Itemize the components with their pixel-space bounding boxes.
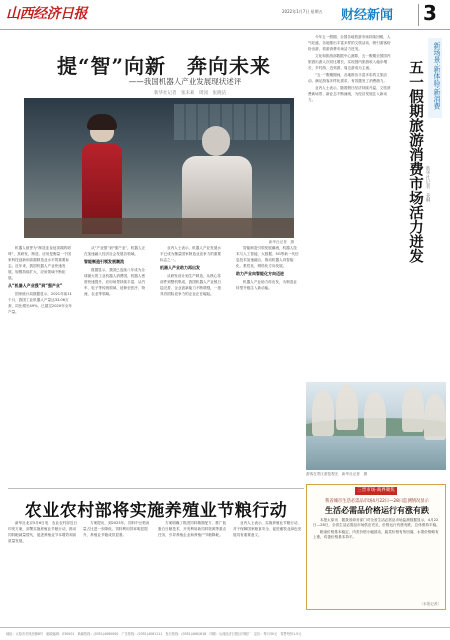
text-column (8, 520, 78, 624)
paragraph: 国家统计局数据显示，2021年前11个月，我国工业机器人产量达33.06万套，同比增长49%，已超过2020年全年产量。 (8, 292, 72, 314)
section-subtitle: 从“机器人产业强”到“强产业” (8, 283, 63, 288)
issue-date: 2022年1月7日 星期五 (282, 9, 323, 14)
paragraph: 业内人士表示，实施养殖业节粮行动，对于保障国家粮食安全、促进畜牧业绿色发展具有重要意义。 (233, 521, 302, 537)
paragraph: 业内人士表示，随着假日经济持续升温，文旅消费新场景、新业态不断涌现，为经济发展注入新动力。 (308, 86, 391, 102)
section-subtitle: 助力产业向智能化方向迈进 (236, 271, 284, 276)
market-section-label: 三晋市场·商界聚焦 (355, 487, 397, 495)
paragraph: 方案提出，到2025年，饲料中豆粕用量占比进一步降低，饲料利用效率明显提升，养殖业节粮成效显著。 (83, 521, 150, 537)
paragraph: 粮油价格基本稳定，肉类价格小幅波动，蔬菜价格有所回落，水果价格略有上涨，鸡蛋价格基本持平。 (313, 529, 439, 540)
paragraph: 从“产业强”到“强产业”，机器人正在加速融入经济社会发展各领域。 (84, 246, 146, 256)
newspaper-logo: 山西经济日报 (6, 6, 87, 22)
bottom-headline: 农业农村部将实施养殖业节粮行动 (24, 501, 288, 521)
lake-photo (306, 382, 446, 470)
text-column (160, 245, 224, 477)
tourism-headline: 五一假期旅游消费市场活力迸发 (407, 60, 424, 263)
page-number: 3 (423, 1, 437, 25)
text-column (233, 520, 303, 624)
tourism-kicker: 新场景·新体验·新消费 (433, 42, 441, 110)
top-story-body (8, 245, 308, 477)
section-name: 财经新闻 (341, 8, 394, 23)
tourism-byline: 新华社记者 姜琳 (425, 166, 430, 202)
top-subheadline: ——我国机器人产业发展现状述评 (128, 77, 242, 86)
tourism-story-body (308, 34, 392, 370)
text-column (236, 245, 300, 477)
paragraph: 智能制造引领发展潮流，机器人技术与人工智能、大数据、5G等新一代信息技术加速融合，推动机器人向智能化、柔性化、网络化方向发展。 (236, 246, 299, 268)
top-byline: 新华社记者 张未莉 周园 张晓洁 (154, 91, 226, 96)
market-headline: 生活必需品价格运行有涨有跌 (325, 506, 429, 515)
section-divider (8, 488, 304, 489)
masthead (0, 0, 450, 30)
paragraph: 新华社北京5月6日电 农业农村部近日印发方案，部署实施养殖业节粮行动，推动饲料粮减量替代，促进养殖业节本增效和高质量发展。 (8, 521, 78, 543)
paragraph: 今年五一假期，全国各地旅游市场持续回暖，人气旺盛，各地推出丰富多样的文旅活动，吸引游客纷纷出游，旅游消费市场活力迸发。 (308, 35, 391, 51)
lake-photo-caption: 游客在景区游览观光 新华社记者 摄 (306, 472, 368, 476)
market-intro: 我省城市生活必需品市场4月22日—28日监测情况显示 (325, 499, 429, 504)
photo-table (24, 218, 294, 238)
market-body (313, 518, 441, 608)
paragraph: 数据显示，我国已连续八年成为全球最大的工业机器人消费国，机器人密度快速提升，应用场景持续丰富，从汽车、电子等传统领域，延伸至医疗、物流、农业等领域。 (84, 268, 146, 296)
text-column (158, 520, 228, 624)
paragraph: 从研发设计到生产制造，从核心零部件到整机集成，我国机器人产业链日趋完善，企业创新能力不断增强，一批具有国际竞争力的企业正在崛起。 (160, 274, 222, 296)
market-report-box (306, 484, 446, 610)
text-column (84, 245, 148, 477)
paragraph: 本报太原讯 据我省商务部门对全省生活必需品市场监测数据显示，4月22日—28日，全省生活必需品市场供应充足，价格运行有涨有跌，总体保持平稳。 (313, 518, 440, 528)
page-footer: 地址：太原市长风西街8号 邮政编码：030001 新闻热线：(0351)4060000 广告热线：(0351)4061111 发行热线：(0351)4061818 印刷：山西经济日报社印刷厂 定价：每月30元 零售每份1.5元 (0, 627, 450, 640)
text-column (83, 520, 153, 624)
top-headline: 提“智”向新 奔向未来 (56, 54, 271, 78)
humanoid-robot (82, 116, 122, 234)
section-subtitle: 机器人产业助力再出发 (160, 265, 200, 270)
paragraph: 业内人士表示，机器人产业发展水平已成为衡量国家制造业竞争力的重要标志之一。 (160, 246, 222, 262)
bottom-story-body (8, 520, 304, 624)
paragraph: 机器人被誉为“制造业皇冠顶端的明珠”，其研发、制造、应用是衡量一个国家科技创新和高端制造业水平的重要标志。近年来，我国机器人产业快速发展，规模持续扩大，应用领域不断拓展。 (8, 246, 71, 280)
masthead-divider (418, 4, 419, 26)
paragraph: 文化和旅游部数据中心测算，五一假期全国国内旅游出游人次同比增长，实现国内旅游收入稳步增长，乡村游、近郊游、周边游成为主流。 (308, 54, 391, 70)
text-column (8, 245, 72, 477)
paragraph: “五一”假期期间，各地推出丰富多彩的文旅活动，满足游客多样化需求，有效激发了消费潜力。 (308, 73, 388, 83)
paragraph: 机器人产业助力再出发，为制造业转型升级注入新动能。 (236, 280, 297, 290)
market-footer: （本报记者） (419, 602, 441, 606)
robot-photo (24, 98, 294, 238)
paragraph: 方案明确了推进饲料精准配方、推广低蛋白日粮技术、开发利用新饲料资源等重点任务，引导养殖企业和养殖户节粮降耗。 (158, 521, 227, 537)
section-subtitle: 智能制造引领发展潮流 (84, 259, 124, 264)
photo-caption: 新华社记者 摄 (268, 240, 294, 244)
